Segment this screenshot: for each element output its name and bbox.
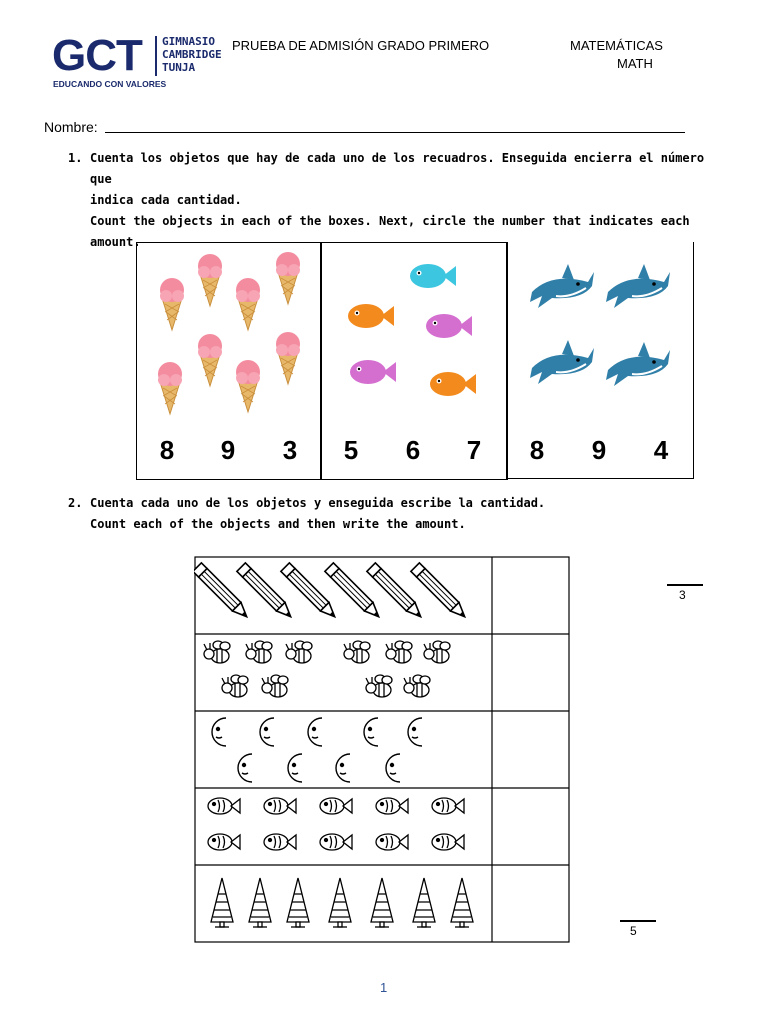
ice-cream-icon [198,334,222,386]
answer-top: 3 [679,588,686,602]
option-number[interactable]: 6 [405,435,421,465]
option-number[interactable]: 7 [466,435,482,465]
shark-icon [606,342,670,386]
fish-outline-icon [320,798,352,814]
fish-outline-icon [208,834,240,850]
option-number[interactable]: 4 [653,435,669,465]
answer-cell-moons[interactable] [493,712,567,786]
fish-outline-icon [432,834,464,850]
bee-icon [386,641,412,663]
option-number[interactable]: 8 [529,435,545,465]
moon-icon [408,718,422,746]
option-number[interactable]: 5 [343,435,359,465]
logo-school-name: GIMNASIO CAMBRIDGE TUNJA [162,35,222,74]
ice-cream-icon [198,254,222,306]
bee-icon [404,675,430,697]
option-number[interactable]: 9 [591,435,607,465]
fish-outline-icon [264,798,296,814]
question-1-line-4: amount. [90,235,141,249]
answer-line-top [667,584,703,586]
ice-cream-icon [158,362,182,414]
fish-group [324,250,502,410]
school-logo [52,32,222,92]
fish-outline-icon [376,834,408,850]
answer-cell-bees[interactable] [493,635,567,709]
moon-icon [212,718,226,746]
option-number[interactable]: 3 [282,435,298,465]
logo-tagline: EDUCANDO CON VALORES [53,79,167,89]
ice-cream-icon [236,360,260,412]
tree-icon [287,878,309,927]
bee-icon [262,675,288,697]
question-1-text [68,148,730,253]
moon-icon [336,754,350,782]
ice-cream-group [140,248,316,418]
question-1-line-1: Cuenta los objetos que hay de cada uno de los recuadros. Enseguida encierra el número que [90,151,705,186]
question-2-number: 2. [68,496,83,510]
question-1-number: 1. [68,151,83,165]
logo-divider [155,36,157,76]
page-number: 1 [380,980,388,995]
answer-cell-fish[interactable] [493,789,567,863]
fish-outline-icon [208,798,240,814]
fish-outline-icon [376,798,408,814]
answer-cell-pencils[interactable] [493,558,567,632]
answer-bottom: 5 [630,924,637,938]
moon-icon [238,754,252,782]
exam-title: PRUEBA DE ADMISIÓN GRADO PRIMERO [232,38,490,53]
tree-icon [211,878,233,927]
moon-icon [288,754,302,782]
fish-outline-icon [320,834,352,850]
shark-icon [530,264,594,308]
shark-icon [530,340,594,384]
name-field[interactable] [105,132,685,133]
bee-icon [246,641,272,663]
bee-icon [286,641,312,663]
tree-icon [451,878,473,927]
tree-icon [329,878,351,927]
bee-icon [222,675,248,697]
moon-icon [364,718,378,746]
bee-icon [366,675,392,697]
fish-icon [348,304,394,328]
subject-english: MATH [617,56,653,71]
ice-cream-icon [236,278,260,330]
bee-icon [424,641,450,663]
fish-icon [426,314,472,338]
moon-icon [260,718,274,746]
answer-line-bottom [620,920,656,922]
moon-icon [308,718,322,746]
shark-icon [606,264,670,308]
fish-outline-icon [432,798,464,814]
ice-cream-icon [276,332,300,384]
tree-icon [249,878,271,927]
answer-cell-trees[interactable] [493,866,567,940]
ice-cream-icon [276,252,300,304]
fish-outline-icon [264,834,296,850]
fish-icon [410,264,456,288]
question-1-line-3: Count the objects in each of the boxes. Next, circle the number that indicates each [90,214,690,228]
tree-icon [371,878,393,927]
fish-icon [430,372,476,396]
question-2-text [68,493,730,535]
question-1-line-2: indica cada cantidad. [90,193,242,207]
moon-icon [386,754,400,782]
logo-letters: GCT [52,31,142,80]
tree-icon [413,878,435,927]
option-number[interactable]: 8 [159,435,175,465]
fish-icon [350,360,396,384]
question-2-line-1: Cuenta cada uno de los objetos y enseguida escribe la cantidad. [90,496,546,510]
shark-group [510,250,688,400]
bee-icon [204,641,230,663]
question-2-line-2: Count each of the objects and then write the amount. [90,517,466,531]
bee-icon [344,641,370,663]
option-number[interactable]: 9 [220,435,236,465]
name-label: Nombre: [44,119,98,135]
ice-cream-icon [160,278,184,330]
subject-spanish: MATEMÁTICAS [570,38,663,53]
